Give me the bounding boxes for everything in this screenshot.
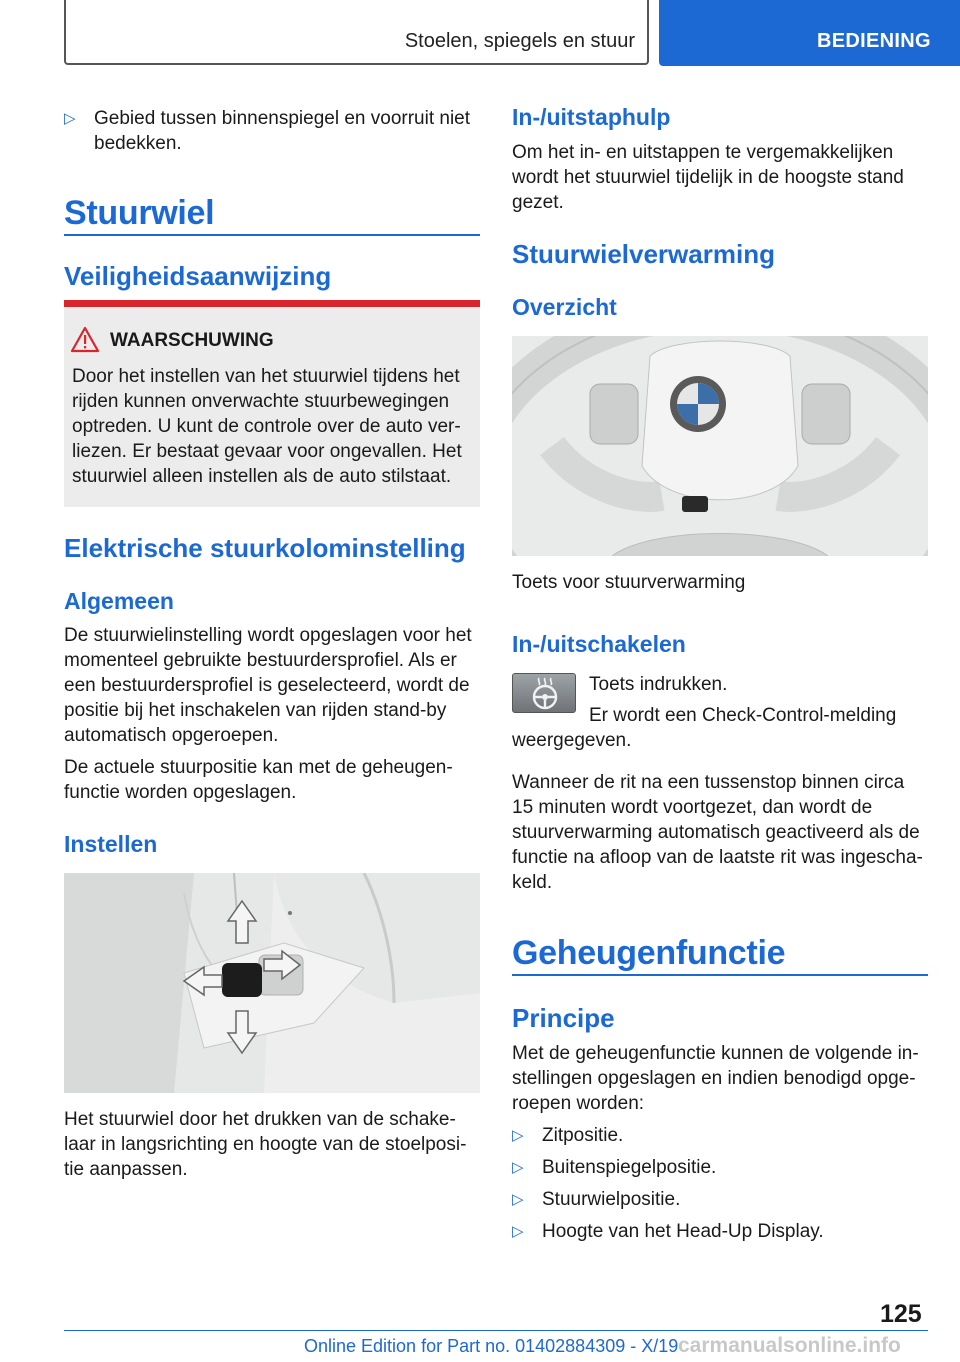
- bullet-text-line: Gebied tussen binnenspiegel en voorruit niet: [94, 108, 471, 129]
- steering-column-illustration: [64, 873, 480, 1093]
- paragraph-algemeen: De stuurwielinstelling wordt opgeslagen voor het momenteel gebruikte bestuurdersprofiel. Als er een bestuurdersprofiel is geselecteerd, wordt de positie bij het inschakelen van rijden stand-by automatisch opgeroepen.: [64, 625, 472, 746]
- list-item: ▷ Zitpositie.: [512, 1125, 624, 1146]
- footer-rule: [64, 1330, 928, 1331]
- list-item: ▷ Stuurwielpositie.: [512, 1189, 681, 1210]
- triangle-bullet-icon: ▷: [512, 1127, 524, 1144]
- caption-verwarming: Toets voor stuurverwarming: [512, 572, 746, 593]
- bullet-text-line: bedekken.: [94, 133, 182, 154]
- melding-text-l1: Er wordt een Check-Control-melding: [589, 705, 897, 726]
- paragraph-geheugen: De actuele stuurpositie kan met de geheugen- functie worden opgeslagen.: [64, 757, 453, 803]
- header-chapter-tab[interactable]: [659, 0, 960, 66]
- watermark: carmanualsonline.info: [678, 1334, 901, 1357]
- triangle-bullet-icon: ▷: [512, 1191, 524, 1208]
- list-item: ▷ Hoogte van het Head-Up Display.: [512, 1221, 824, 1242]
- triangle-bullet-icon: ▷: [512, 1223, 524, 1240]
- heading-geheugen: Geheugenfunctie: [512, 934, 786, 972]
- list-item: [64, 106, 484, 156]
- warning-text: Door het instellen van het stuurwiel tijdens het rijden kunnen onverwachte stuurbewegingen optreden. U kunt de controle over de auto ver- liezen. Er bestaat gevaar voor ongevallen. Het stuurwiel alleen instellen als de auto stilstaat.: [72, 366, 462, 487]
- steering-wheel-illustration: [512, 336, 928, 556]
- heading-stuurwiel: Stuurwiel: [64, 194, 215, 232]
- heading-principe: Principe: [512, 1003, 615, 1033]
- heading-rule: [512, 974, 928, 976]
- heading-rule: [64, 234, 480, 236]
- warning-rule: [64, 300, 480, 307]
- warning-triangle-icon: [70, 326, 100, 353]
- list-item: ▷ Buitenspiegelpositie.: [512, 1157, 717, 1178]
- header-section-title: Stoelen, spiegels en stuur: [404, 30, 635, 52]
- paragraph-principe: Met de geheugenfunctie kunnen de volgende in- stellingen opgeslagen en indien benodigd opge- roepen worden:: [512, 1043, 919, 1114]
- heading-algemeen: Algemeen: [64, 588, 174, 614]
- heading-elektrisch: Elektrische stuurkolominstelling: [64, 533, 466, 563]
- caption-instellen: Het stuurwiel door het drukken van de schake- laar in langsrichting en hoogte van de stoelposi- tie aanpassen.: [64, 1109, 467, 1180]
- steering-column-switch-image: [64, 873, 480, 1093]
- steering-wheel-heating-icon: [513, 674, 577, 714]
- heading-overzicht: Overzicht: [512, 294, 617, 320]
- melding-text-l2: weergegeven.: [512, 730, 632, 751]
- heading-verwarming: Stuurwielverwarming: [512, 239, 775, 269]
- warning-title: WAARSCHUWING: [110, 330, 274, 351]
- triangle-bullet-icon: ▷: [512, 1159, 524, 1176]
- heading-schakelen: In-/uitschakelen: [512, 631, 686, 657]
- edition-note: Online Edition for Part no. 01402884309 - X/19: [304, 1336, 679, 1356]
- paragraph-instaphulp: Om het in- en uitstappen te vergemakkelijken wordt het stuurwiel tijdelijk in de hoogste stand gezet.: [512, 142, 904, 213]
- paragraph-tussenstop: Wanneer de rit na een tussenstop binnen circa 15 minuten wordt voortgezet, dan wordt de stuurverwarming automatisch geactiveerd als de functie na afloop van de laatste rit was ingescha- keld.: [512, 772, 923, 893]
- heading-veiligheid: Veiligheidsaanwijzing: [64, 261, 332, 291]
- heading-instellen: Instellen: [64, 831, 158, 857]
- toets-instruction: Toets indrukken.: [589, 674, 728, 695]
- triangle-bullet-icon: ▷: [64, 110, 76, 127]
- heating-button-image: [512, 673, 576, 713]
- heading-instaphulp: In-/uitstaphulp: [512, 104, 671, 130]
- page-number: 125: [880, 1300, 922, 1328]
- steering-wheel-image: [512, 336, 928, 556]
- header-chapter-label: BEDIENING: [817, 30, 931, 52]
